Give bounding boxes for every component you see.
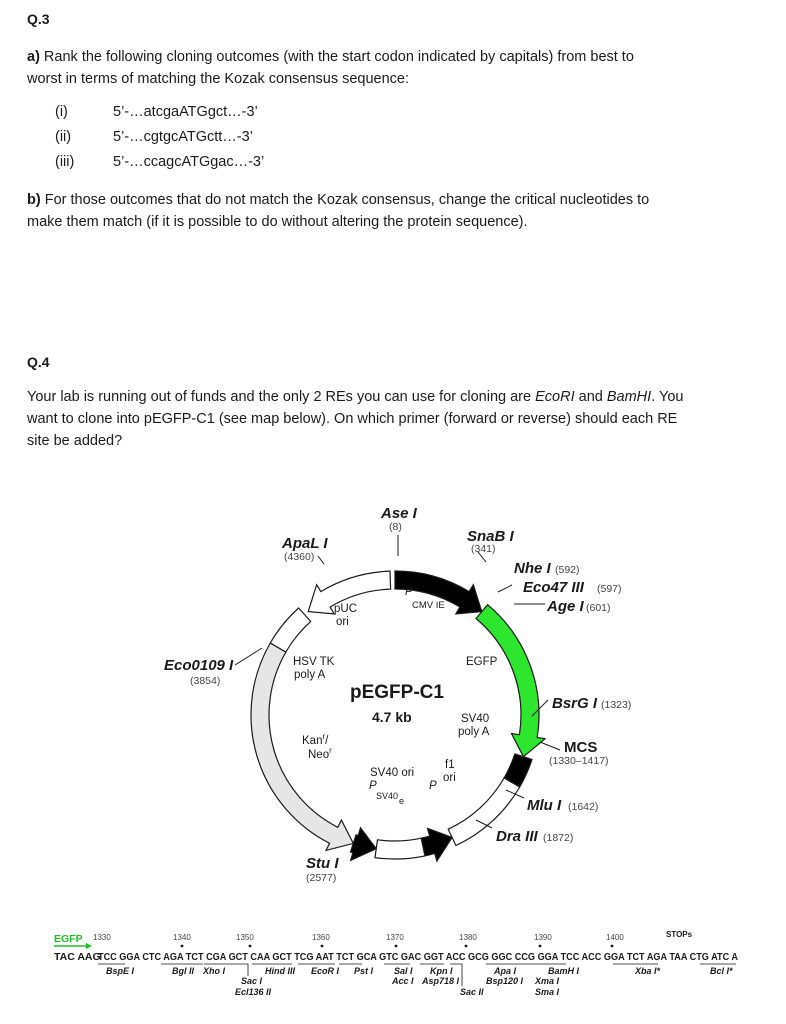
ecori-name: EcoRI [535, 389, 575, 405]
position-number: 1360 [312, 933, 330, 942]
enzyme-sma: Sma I [535, 987, 560, 997]
mcs-sequence: TCC GGA CTC AGA TCT CGA GCT CAA GCT TCG AAT TCT GCA GTC GAC GGT ACC GCG GGC CCG GGA TCC ACC GGA TCT AGA TAA CTG ATC A [98, 951, 739, 963]
puc-ori-label: ori [336, 616, 349, 628]
q3-part-a-text-2: worst in terms of matching the Kozak consensus sequence: [27, 71, 410, 87]
puc-label: pUC [334, 603, 358, 615]
q4-heading: Q.4 [27, 354, 50, 370]
position-number: 1390 [534, 933, 552, 942]
mcs-tick [540, 742, 560, 750]
q3-part-a-text-1: Rank the following cloning outcomes (with the start codon indicated by capitals) from best to [39, 49, 634, 65]
snab-pos: (341) [471, 543, 496, 555]
bsrg-label: BsrG I [552, 695, 598, 712]
egfp-strip-label: EGFP [54, 933, 83, 945]
option-sequence: 5’-…atcgaATGgct…-3’ [113, 104, 258, 120]
enzyme-xma: Xma I [535, 976, 560, 986]
enzyme-hind: Hind III [265, 966, 295, 976]
stu-label: Stu I [306, 855, 339, 872]
neo-label: Neo$^r$ [308, 746, 332, 761]
enzyme-ecl: Ecl136 II [235, 987, 272, 997]
enzyme-asp: Asp718 I [422, 976, 460, 986]
plasmid-map [0, 490, 786, 1024]
q3-part-a [27, 46, 757, 90]
apal-tick [318, 556, 324, 564]
ase-label: Ase I [381, 505, 417, 522]
option-sequence: 5’-…ccagcATGgac…-3’ [113, 154, 265, 170]
eco0109-tick [235, 648, 262, 665]
mcs-pos: (1330–1417) [549, 755, 609, 767]
q3-part-a-label: a) [27, 49, 40, 65]
position-number: 1380 [459, 933, 477, 942]
age-label: Age I [547, 598, 584, 615]
egfp-arrowhead [86, 943, 92, 949]
plasmid-name: pEGFP-C1 [350, 682, 444, 703]
option-label: (iii) [55, 154, 75, 170]
bsrg-pos: (1323) [601, 699, 632, 711]
enzyme-sal: Sal I [394, 966, 413, 976]
mlu-pos: (1642) [568, 801, 599, 813]
position-number: 1370 [386, 933, 404, 942]
dra-pos: (1872) [543, 832, 574, 844]
stu-pos: (2577) [306, 872, 337, 884]
bamhi-name: BamHI [606, 389, 652, 405]
ase-pos: (8) [389, 521, 402, 533]
dra-label: Dra III [496, 828, 538, 845]
eco0109-label: Eco0109 I [164, 657, 234, 674]
position-number: 1400 [606, 933, 624, 942]
eco47-pos: (597) [597, 583, 622, 595]
q3-part-b [27, 189, 757, 233]
f1-label: f1 [445, 759, 455, 771]
mcs-sequence-prefix: TAC AAG [54, 951, 101, 963]
q3-part-b-text-1: For those outcomes that do not match the Kozak consensus, change the critical nucleotides to [40, 192, 650, 208]
mcs-strip [54, 930, 738, 997]
option-label: (i) [55, 104, 68, 120]
position-number: 1340 [173, 933, 191, 942]
q3-part-b-text-2: make them match (if it is possible to do without altering the protein sequence). [27, 214, 528, 230]
eco47-label: Eco47 III [523, 579, 584, 596]
sv40-ori-label: SV40 ori [370, 767, 415, 779]
enzyme-bsp120: Bsp120 I [486, 976, 524, 986]
hsv-polya-segment [270, 608, 310, 652]
nhe-label: Nhe I [514, 560, 551, 577]
plasmid-size: 4.7 kb [372, 709, 412, 725]
pcmv-sub-label: CMV IE [412, 600, 445, 611]
pcmv-p-label: P [405, 586, 413, 598]
enzyme-bam: BamH I [548, 966, 580, 976]
egfp-label: EGFP [466, 656, 498, 668]
enzyme-xho: Xho I [203, 966, 225, 976]
option-sequence: 5’-…cgtgcATGctt…-3’ [113, 129, 253, 145]
q3-heading: Q.3 [27, 11, 50, 27]
enzyme-bspe: BspE I [106, 966, 135, 976]
enzyme-apa: Apa I [494, 966, 517, 976]
enzyme-sac2: Sac II [460, 987, 484, 997]
q4-text-3: site be added? [27, 433, 123, 449]
f1-promoter-arrow [421, 828, 452, 861]
nhe-pos: (592) [555, 564, 580, 576]
q4-text-1b: and [574, 389, 607, 405]
hsv-tk-label: HSV TK [293, 656, 335, 668]
enzyme-kpn: Kpn I [430, 966, 453, 976]
apal-pos: (4360) [284, 551, 315, 563]
snab-label: SnaB I [467, 528, 514, 545]
mlu-label: Mlu I [527, 797, 562, 814]
enzyme-sac1: Sac I [241, 976, 263, 986]
psv40-e-label: e [399, 796, 405, 806]
apal-label: ApaL I [282, 535, 328, 552]
mcs-label: MCS [564, 739, 598, 756]
q4-text-2: want to clone into pEGFP-C1 (see map below). On which primer (forward or reverse) should each RE [27, 411, 678, 427]
enzyme-acc: Acc I [392, 976, 414, 986]
start-number: 1330 [93, 933, 111, 942]
hsv-polya-label: poly A [294, 669, 326, 681]
sv40-polya-label-1: SV40 [461, 713, 490, 725]
psv40-arrow [351, 828, 377, 861]
psv40-p-label: P [369, 780, 377, 792]
enzyme-bcl: Bcl I* [710, 966, 733, 976]
enzyme-ecor: EcoR I [311, 966, 340, 976]
q4-question [27, 386, 757, 452]
enzyme-bgl: Bgl II [172, 966, 194, 976]
sv40-polya-label-2: poly A [458, 726, 490, 738]
psv40-sub-label: SV40 [376, 791, 399, 801]
kan-label: Kan$^r$/ [302, 732, 329, 747]
enzyme-pst: Pst I [354, 966, 374, 976]
q4-text-1c: . You [651, 389, 684, 405]
option-label: (ii) [55, 129, 72, 145]
age-pos: (601) [586, 602, 611, 614]
q3-part-b-label: b) [27, 192, 41, 208]
enzyme-xba: Xba I* [635, 966, 661, 976]
q4-text-1a: Your lab is running out of funds and the only 2 REs you can use for cloning are [27, 389, 536, 405]
p-label: P [429, 780, 437, 792]
stops-label: STOPs [666, 930, 693, 939]
sv40-ori-segment [375, 838, 425, 859]
eco47-tick [498, 585, 512, 592]
position-number: 1350 [236, 933, 254, 942]
eco0109-pos: (3854) [190, 675, 221, 687]
f1-ori-label: ori [443, 772, 456, 784]
